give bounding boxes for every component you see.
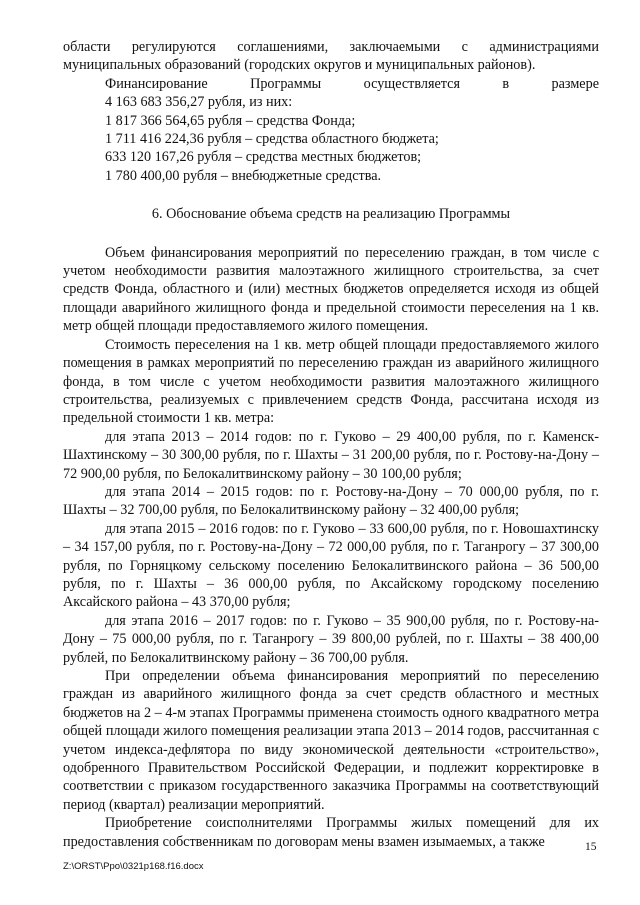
paragraph-stage-2013: для этапа 2013 – 2014 годов: по г. Гуково – 29 400,00 рубля, по г. Каменск-Шахтинскому – 30 300,00 рубля, по г. Шахты – 31 200,00 рубля, по г. Ростову-на-Дону – 72 900,00 рубля, по Белокалитвинскому району – 30 100,00 рубля;	[63, 428, 599, 482]
paragraph-cost: Стоимость переселения на 1 кв. метр общей площади предоставляемого жилого помещения в рамках мероприятий по переселению граждан из аварийного жилищного фонда, в том числе с учетом необходимости развития малоэтажного жилищного строительства, реализуемых с привлечением средств Фонда, рассчитана исходя из предельной стоимости 1 кв. метра:	[63, 336, 599, 427]
paragraph-stage-2014: для этапа 2014 – 2015 годов: по г. Ростову-на-Дону – 70 000,00 рубля, по г. Шахты – 32 700,00 рубля, по Белокалитвинскому району – 32 400,00 рубля;	[63, 483, 599, 519]
financing-offbudget: 1 780 400,00 рубля – внебюджетные средства.	[105, 167, 382, 184]
page-number: 15	[585, 841, 597, 853]
intro-paragraph: области регулируются соглашениями, заключаемыми с администрациями муниципальных образований (городских округов и муниципальных районов).	[63, 39, 599, 74]
document-page	[63, 38, 599, 851]
financing-word-5: размере	[551, 75, 599, 92]
financing-local: 633 120 167,26 рубля – средства местных бюджетов;	[105, 149, 422, 166]
section-heading: 6. Обоснование объема средств на реализацию Программы	[151, 206, 511, 223]
financing-word-3: осуществляется	[363, 75, 460, 92]
paragraph-stage-2015: для этапа 2015 – 2016 годов: по г. Гуково – 33 600,00 рубля, по г. Новошахтинску – 34 157,00 рубля, по г. Ростову-на-Дону – 72 000,00 рубля, по г. Таганрогу – 37 300,00 рубля, по Горняцкому сельскому поселению Белокалитвинского района – 36 500,00 рубля, по г. Шахты – 36 000,00 рубля, по Аксайскому городскому поселению Аксайского района – 43 370,00 рубля;	[63, 520, 599, 611]
financing-regional: 1 711 416 224,36 рубля – средства областного бюджета;	[105, 131, 439, 148]
financing-heading-line	[63, 75, 599, 93]
financing-word-4: в	[502, 75, 510, 92]
paragraph-stage-2016: для этапа 2016 – 2017 годов: по г. Гуково – 35 900,00 рубля, по г. Ростову-на-Дону – 75 000,00 рубля, по г. Таганрогу – 39 800,00 рублей, по г. Шахты – 38 400,00 рублей, по Белокалитвинскому району – 36 700,00 рубля.	[63, 612, 599, 666]
paragraph-determination: При определении объема финансирования мероприятий по переселению граждан из аварийного жилищного фонда за счет средств областного и местных бюджетов на 2 – 4-м этапах Программы применена стоимость одного квадратного метра общей площади жилого помещения реализации этапа 2013 – 2014 годов, рассчитанная с учетом индекса-дефлятора по виду экономической деятельности «строительство», одобренного Правительством Российской Федерации, и подлежит корректировке в соответствии с приказом государственного заказчика Программы на соответствующий период (квартал) реализации мероприятий.	[63, 668, 599, 813]
paragraph-acquisition: Приобретение соисполнителями Программы жилых помещений для их предоставления собственникам по договорам мены взамен изымаемых, а также	[63, 815, 599, 850]
financing-total: 4 163 683 356,27 рубля, из них:	[105, 94, 293, 111]
financing-fund: 1 817 366 564,65 рубля – средства Фонда;	[105, 112, 356, 129]
paragraph-volume: Объем финансирования мероприятий по переселению граждан, в том числе с учетом необходимости развития малоэтажного жилищного строительства, за счет средств Фонда, областного и (или) местных бюджетов определяется исходя из общей площади аварийного жилищного фонда и предельной стоимости переселения на 1 кв. метр общей площади предоставляемого жилого помещения.	[63, 244, 599, 335]
financing-word-2: Программы	[250, 75, 322, 92]
footer-file-path: Z:\ORST\Ppo\0321p168.f16.docx	[63, 861, 204, 872]
financing-word-1: Финансирование	[105, 75, 208, 92]
